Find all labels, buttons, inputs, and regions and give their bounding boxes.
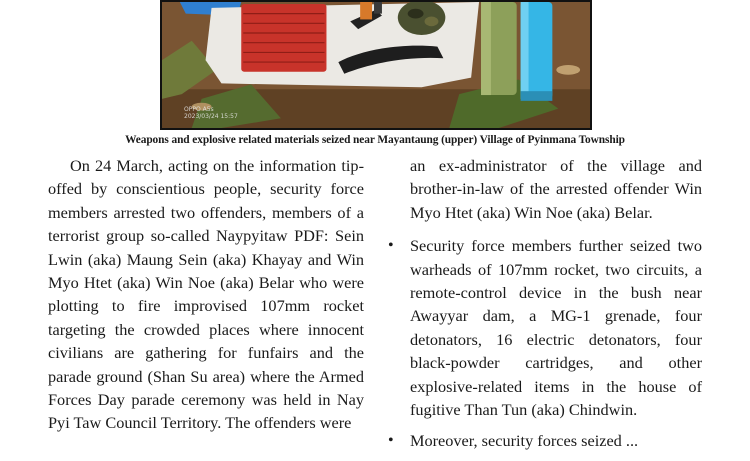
article-left-column xyxy=(48,154,364,435)
article-right-column xyxy=(410,154,702,461)
bullet-item: • Security force members further seized two warheads of 107mm rocket, two circuits, a remote-control device in the bush near Awayyar dam, a MG-1 grenade, four detonators, 16 electric detonators, four black-powder cartridges, and other explosive-related items in the house of fugitive Than Tun (aka) Chindwin. xyxy=(410,234,702,421)
bullet-list xyxy=(410,234,702,453)
bullet-item: • Moreover, security forces seized ... xyxy=(410,429,702,452)
camera-watermark: OPPO A5s 2023/03/24 15:57 xyxy=(184,106,238,120)
article-paragraph: On 24 March, acting on the information tip-offed by conscientious people, security force members arrested two offenders, members of a terrorist group so-called Naypyitaw PDF: Sein Lwin (aka) Maung Sein (aka) Khayay and Win Myo Htet (aka) Win Noe (aka) Belar who were plotting to fire improvised 107mm rocket targeting the crowded places where innocent civilians are gathering for funfairs and the parade ground (Shan Su area) where the Armed Forces Day parade ceremony was held in Nay Pyi Taw Council Territory. The offenders were xyxy=(48,156,364,433)
photo-caption: Weapons and explosive related materials seized near Mayantaung (upper) Village of Pyinmana Township xyxy=(125,134,625,146)
seized-weapons-photo xyxy=(160,0,592,130)
article-paragraph-continued: an ex-administrator of the village and brother-in-law of the arrested offender Win Myo Htet (aka) Win Noe (aka) Belar. xyxy=(410,156,702,222)
